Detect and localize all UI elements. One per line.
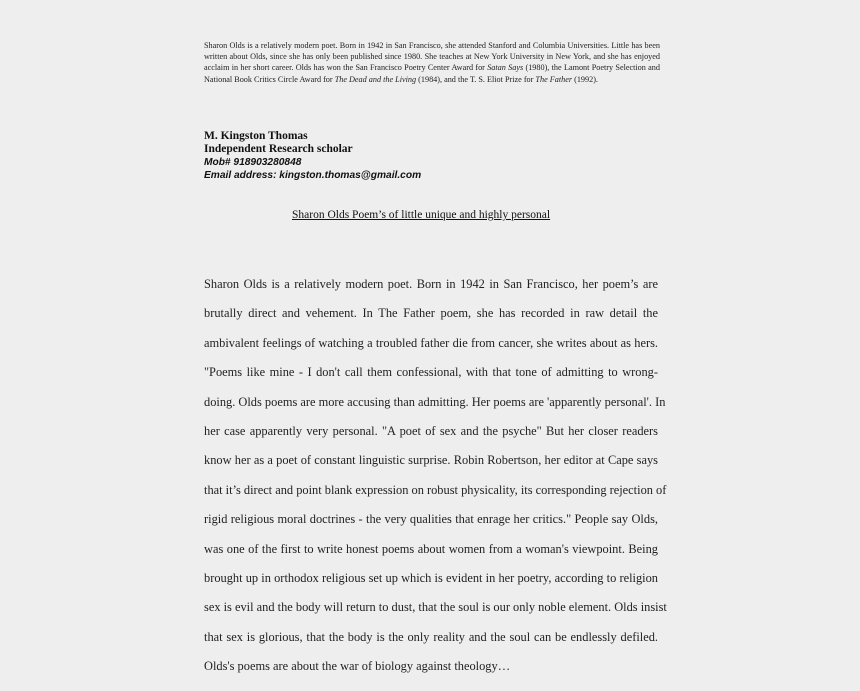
abstract-text-4: (1992).: [572, 74, 598, 84]
abstract-text-2: (1980), the Lamont Poetry Selection and National Book Critics Circle Award for: [204, 63, 660, 84]
abstract-text-3: (1984), and the T. S. Eliot Prize for: [416, 74, 536, 84]
body-line: Olds's poems are about the war of biology against theology…: [204, 659, 511, 674]
body-line: "Poems like mine - I don't call them confessional, with that tone of admitting to wrong-: [204, 365, 658, 380]
body-line: know her as a poet of constant linguistic surprise. Robin Robertson, her editor at Cape says: [204, 453, 658, 468]
paper-title: Sharon Olds Poem’s of little unique and highly personal: [292, 209, 551, 221]
body-line: Sharon Olds is a relatively modern poet. Born in 1942 in San Francisco, her poem’s are: [204, 277, 658, 291]
author-name: M. Kingston Thomas: [204, 130, 308, 142]
body-line: ambivalent feelings of watching a troubled father die from cancer, she writes about as hers.: [204, 335, 658, 350]
body-line: was one of the first to write honest poems about women from a woman's viewpoint. Being: [204, 541, 658, 556]
body-line: her case apparently very personal. "A poet of sex and the psyche" But her closer readers: [204, 423, 658, 438]
body-line: that sex is glorious, that the body is the only reality and the soul can be endlessly defiled.: [204, 629, 658, 644]
body-line: rigid religious moral doctrines - the very qualities that enrage her critics." People say Olds,: [204, 512, 658, 527]
body-line: sex is evil and the body will return to dust, that the soul is our only noble element. Olds insist: [204, 600, 667, 615]
body-line: brutally direct and vehement. In The Father poem, she has recorded in raw detail the: [204, 306, 658, 321]
body-text: [204, 272, 667, 683]
author-role: Independent Research scholar: [204, 143, 353, 155]
body-line: brought up in orthodox religious set up which is evident in her poetry, according to religion: [204, 570, 658, 585]
abstract-italic-title-2: The Dead and the Living: [334, 74, 417, 84]
body-line: doing. Olds poems are more accusing than admitting. Her poems are 'apparently personal'. In: [204, 394, 666, 409]
body-line: that it’s direct and point blank expression on robust physicality, its corresponding rejection of: [204, 482, 667, 497]
abstract-italic-title-1: Satan Says: [487, 63, 524, 73]
author-email: Email address: kingston.thomas@gmail.com: [204, 170, 422, 181]
abstract-italic-title-3: The Father: [535, 74, 573, 84]
abstract-text-1: Sharon Olds is a relatively modern poet. Born in 1942 in San Francisco, she attended Stanford and Columbia Universities. Little has been written about Olds, since she has only been published since 1980. She teaches at New York University in New York, and she has enjoyed acclaim in her short career. Olds has won the San Francisco Poetry Center Award for: [204, 41, 660, 73]
author-block: [204, 130, 421, 182]
abstract-paragraph: [204, 40, 660, 85]
author-mobile: Mob# 918903280848: [204, 157, 302, 168]
